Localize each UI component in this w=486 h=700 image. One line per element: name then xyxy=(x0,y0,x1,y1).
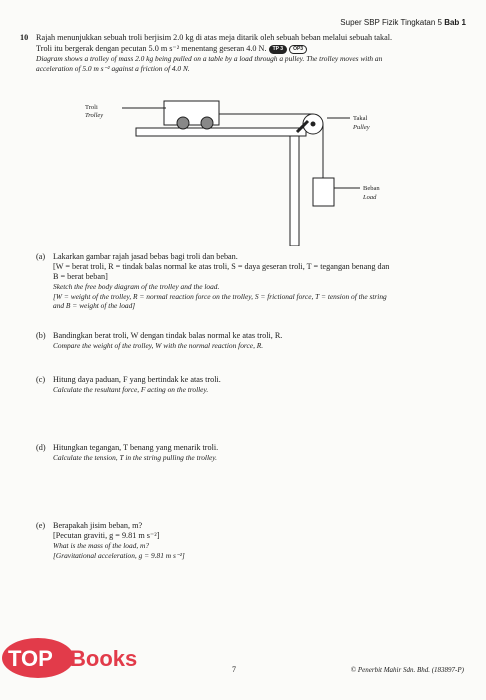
part-text: Berapakah jisim beban, m? [Pecutan graviti, g = 9.81 m s⁻²] What is the mass of the load, m? [Gravitational acceleration, g = 9.81 m s⁻²] xyxy=(53,521,185,560)
stem-line-2: Troli itu bergerak dengan pecutan 5.0 m s⁻² menentang geseran 4.0 N. xyxy=(36,43,267,53)
load-block xyxy=(313,178,334,206)
trolley-pulley-diagram xyxy=(82,96,402,246)
question-stem xyxy=(36,33,468,73)
part-text: Hitung daya paduan, F yang bertindak ke atas troli. Calculate the resultant force, F acting on the trolley. xyxy=(53,375,221,394)
part-label: (b) xyxy=(36,331,46,340)
table-top xyxy=(136,128,306,136)
logo-text-books: Books xyxy=(70,646,138,671)
logo-text-top: TOP xyxy=(8,646,53,671)
load-label-en: Load xyxy=(363,194,377,201)
page-header xyxy=(340,18,466,27)
tp-tag: TP 3 xyxy=(269,45,287,54)
part-label: (d) xyxy=(36,443,46,452)
pulley-label-en: Pulley xyxy=(353,124,370,131)
page-number: 7 xyxy=(232,665,236,674)
part-text: Hitungkan tegangan, T benang yang menarik troli. Calculate the tension, T in the string pulling the trolley. xyxy=(53,443,219,462)
table-leg xyxy=(290,136,299,246)
pulley-label-ms: Takal xyxy=(353,115,368,122)
stem-en-line-2: acceleration of 5.0 m s⁻² against a friction of 4.0 N. xyxy=(36,63,190,73)
op-tag: OP3 xyxy=(289,45,307,54)
load-label-ms: Beban xyxy=(363,185,380,192)
header-chapter: Bab 1 xyxy=(444,18,466,27)
stem-line-1: Rajah menunjukkan sebuah troli berjisim 2.0 kg di atas meja ditarik oleh sebuah beban melalui sebuah takal. xyxy=(36,33,393,42)
trolley-label-ms: Troli xyxy=(85,104,98,111)
part-text: Bandingkan berat troli, W dengan tindak balas normal ke atas troli, R. Compare the weight of the trolley, W with the normal reaction force, R. xyxy=(53,331,283,350)
stem-en-line-1: Diagram shows a trolley of mass 2.0 kg being pulled on a table by a load through a pulley. The trolley moves with an xyxy=(36,54,383,63)
trolley-label-en: Trolley xyxy=(85,112,104,119)
part-label: (e) xyxy=(36,521,46,530)
question-number: 10 xyxy=(20,33,29,42)
pulley-axle xyxy=(311,122,315,126)
part-label: (a) xyxy=(36,252,46,261)
part-text: Lakarkan gambar rajah jasad bebas bagi troli dan beban. [W = berat troli, R = tindak balas normal ke atas troli, S = daya geseran troli, T = tegangan benang dan B = berat beban] Sketch the free body diagram of the trolley and the load. [W = weight of the trolley, R = normal reaction force on the trolley, S = frictional force, T = tension of the string and B = weight of the load] xyxy=(53,252,390,310)
topbooks-logo xyxy=(0,636,150,680)
trolley-wheel xyxy=(177,117,189,129)
trolley-wheel xyxy=(201,117,213,129)
copyright: © Penerbit Mahir Sdn. Bhd. (183897-P) xyxy=(350,666,464,674)
part-label: (c) xyxy=(36,375,46,384)
header-title: Super SBP Fizik Tingkatan 5 xyxy=(340,18,445,27)
